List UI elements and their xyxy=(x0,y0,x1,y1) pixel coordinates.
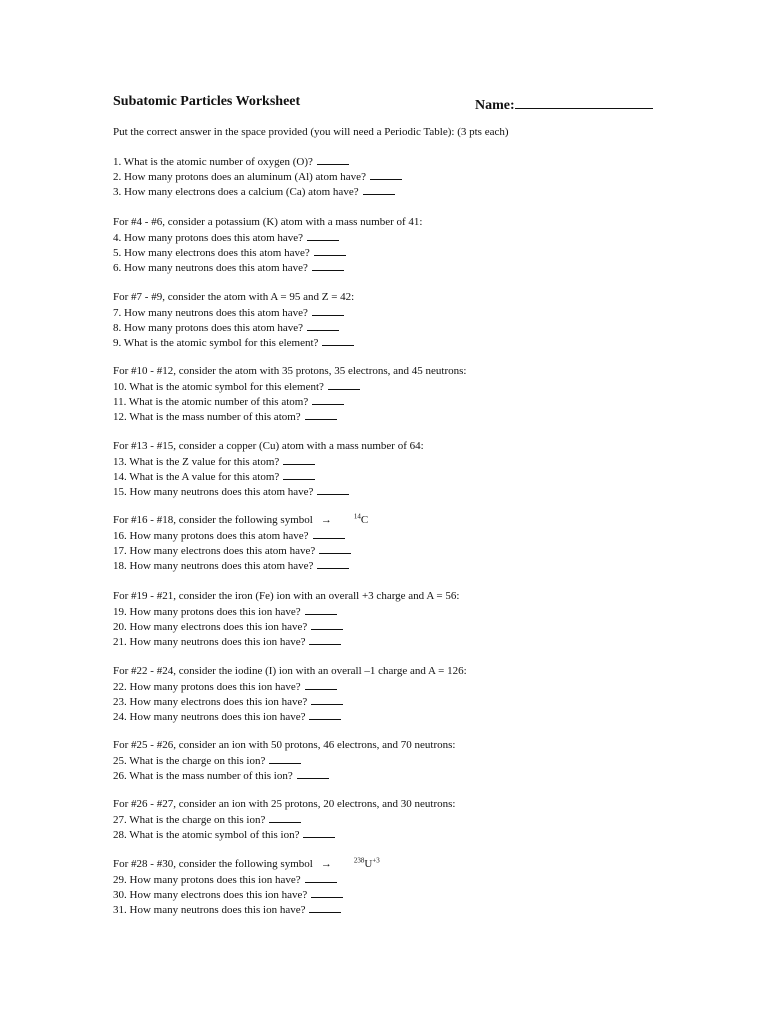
group-intro: For #16 - #18, consider the following symbol xyxy=(113,514,313,526)
arrow-icon: → xyxy=(320,514,332,526)
question-line xyxy=(113,679,673,694)
question-text: 27. What is the charge on this ion? xyxy=(113,814,266,826)
question-line xyxy=(113,154,673,169)
name-blank-line xyxy=(515,94,653,109)
question-text: 3. How many electrons does a calcium (Ca) atom have? xyxy=(113,186,359,198)
answer-blank xyxy=(311,619,343,630)
answer-blank xyxy=(312,260,344,271)
question-line xyxy=(113,169,673,184)
question-text: 12. What is the mass number of this atom? xyxy=(113,411,301,423)
question-group-11 xyxy=(113,857,673,917)
answer-blank xyxy=(312,305,344,316)
group-intro: For #19 - #21, consider the iron (Fe) ion with an overall +3 charge and A = 56: xyxy=(113,590,460,602)
question-text: 2. How many protons does an aluminum (Al) atom have? xyxy=(113,171,366,183)
answer-blank xyxy=(317,154,349,165)
question-text: 24. How many neutrons does this ion have? xyxy=(113,711,306,723)
question-text: 7. How many neutrons does this atom have? xyxy=(113,307,308,319)
question-line xyxy=(113,694,673,709)
question-line xyxy=(113,768,673,783)
question-line xyxy=(113,827,673,842)
question-group-4 xyxy=(113,364,673,424)
answer-blank xyxy=(313,528,345,539)
question-text: 17. How many electrons does this atom have? xyxy=(113,545,316,557)
question-text: 16. How many protons does this atom have? xyxy=(113,530,309,542)
question-line xyxy=(113,528,673,543)
group-intro-line xyxy=(113,857,673,872)
question-group-5 xyxy=(113,439,673,499)
answer-blank xyxy=(283,469,315,480)
question-line xyxy=(113,469,673,484)
answer-blank xyxy=(297,768,329,779)
group-intro: For #13 - #15, consider a copper (Cu) atom with a mass number of 64: xyxy=(113,440,424,452)
question-line xyxy=(113,379,673,394)
element-symbol: U xyxy=(364,858,373,870)
answer-blank xyxy=(303,827,335,838)
question-text: 4. How many protons does this atom have? xyxy=(113,232,304,244)
element-symbol: C xyxy=(360,514,369,526)
question-group-2 xyxy=(113,215,673,275)
arrow-icon: → xyxy=(320,858,332,870)
name-label: Name: xyxy=(475,98,515,113)
answer-blank xyxy=(283,454,315,465)
question-text: 22. How many protons does this ion have? xyxy=(113,681,301,693)
question-group-7 xyxy=(113,589,673,649)
group-intro: For #25 - #26, consider an ion with 50 protons, 46 electrons, and 70 neutrons: xyxy=(113,739,456,751)
group-intro: For #7 - #9, consider the atom with A = 95 and Z = 42: xyxy=(113,291,355,303)
question-line xyxy=(113,409,673,424)
question-text: 1. What is the atomic number of oxygen (O)? xyxy=(113,156,313,168)
question-line xyxy=(113,812,673,827)
question-line xyxy=(113,394,673,409)
nuclide-symbol xyxy=(354,514,368,526)
question-text: 19. How many protons does this ion have? xyxy=(113,606,301,618)
group-intro: For #4 - #6, consider a potassium (K) atom with a mass number of 41: xyxy=(113,216,423,228)
question-line xyxy=(113,260,673,275)
question-text: 8. How many protons does this atom have? xyxy=(113,322,304,334)
question-text: 30. How many electrons does this ion have? xyxy=(113,889,308,901)
answer-blank xyxy=(305,679,337,690)
question-line xyxy=(113,230,673,245)
answer-blank xyxy=(314,245,346,256)
question-text: 28. What is the atomic symbol of this ion? xyxy=(113,829,300,841)
question-line xyxy=(113,454,673,469)
answer-blank xyxy=(309,634,341,645)
answer-blank xyxy=(363,184,395,195)
answer-blank xyxy=(322,335,354,346)
question-text: 20. How many electrons does this ion have? xyxy=(113,621,308,633)
question-text: 14. What is the A value for this atom? xyxy=(113,471,280,483)
question-line xyxy=(113,887,673,902)
question-text: 9. What is the atomic symbol for this element? xyxy=(113,337,319,349)
answer-blank xyxy=(269,753,301,764)
question-group-6 xyxy=(113,513,673,573)
question-line xyxy=(113,902,673,917)
question-line xyxy=(113,604,673,619)
mass-number: 14 xyxy=(353,512,361,521)
question-text: 6. How many neutrons does this atom have? xyxy=(113,262,308,274)
question-line xyxy=(113,484,673,499)
answer-blank xyxy=(307,230,339,241)
question-line xyxy=(113,245,673,260)
worksheet-header xyxy=(113,94,673,114)
group-intro: For #22 - #24, consider the iodine (I) ion with an overall –1 charge and A = 126: xyxy=(113,665,467,677)
answer-blank xyxy=(328,379,360,390)
question-text: 31. How many neutrons does this ion have? xyxy=(113,904,306,916)
instructions: Put the correct answer in the space provided (you will need a Periodic Table): (3 pts each) xyxy=(113,126,509,138)
question-text: 18. How many neutrons does this atom have? xyxy=(113,560,314,572)
answer-blank xyxy=(309,709,341,720)
question-group-10 xyxy=(113,797,673,842)
question-line xyxy=(113,634,673,649)
answer-blank xyxy=(305,409,337,420)
nuclide-symbol xyxy=(354,858,380,870)
worksheet-title: Subatomic Particles Worksheet xyxy=(113,94,301,109)
question-text: 29. How many protons does this ion have? xyxy=(113,874,301,886)
question-text: 10. What is the atomic symbol for this element? xyxy=(113,381,324,393)
answer-blank xyxy=(305,872,337,883)
question-text: 11. What is the atomic number of this atom? xyxy=(113,396,309,408)
name-field xyxy=(475,94,653,114)
question-line xyxy=(113,558,673,573)
question-line xyxy=(113,335,673,350)
answer-blank xyxy=(311,887,343,898)
answer-blank xyxy=(319,543,351,554)
question-group-1 xyxy=(113,154,673,199)
question-line xyxy=(113,305,673,320)
group-intro: For #26 - #27, consider an ion with 25 protons, 20 electrons, and 30 neutrons: xyxy=(113,798,456,810)
answer-blank xyxy=(312,394,344,405)
question-text: 25. What is the charge on this ion? xyxy=(113,755,266,767)
group-intro: For #28 - #30, consider the following symbol xyxy=(113,858,313,870)
question-text: 13. What is the Z value for this atom? xyxy=(113,456,280,468)
answer-blank xyxy=(305,604,337,615)
question-group-8 xyxy=(113,664,673,724)
question-line xyxy=(113,320,673,335)
answer-blank xyxy=(307,320,339,331)
answer-blank xyxy=(269,812,301,823)
question-group-9 xyxy=(113,738,673,783)
answer-blank xyxy=(370,169,402,180)
question-line xyxy=(113,184,673,199)
question-line xyxy=(113,709,673,724)
question-text: 15. How many neutrons does this atom have? xyxy=(113,486,314,498)
group-intro-line xyxy=(113,513,673,528)
mass-number: 238 xyxy=(353,856,365,865)
question-line xyxy=(113,619,673,634)
question-text: 26. What is the mass number of this ion? xyxy=(113,770,293,782)
answer-blank xyxy=(311,694,343,705)
answer-blank xyxy=(317,484,349,495)
answer-blank xyxy=(309,902,341,913)
question-text: 5. How many electrons does this atom have? xyxy=(113,247,310,259)
question-group-3 xyxy=(113,290,673,350)
question-text: 23. How many electrons does this ion have? xyxy=(113,696,308,708)
answer-blank xyxy=(317,558,349,569)
question-line xyxy=(113,543,673,558)
question-line xyxy=(113,872,673,887)
ion-charge: +3 xyxy=(372,856,380,865)
question-text: 21. How many neutrons does this ion have? xyxy=(113,636,306,648)
question-line xyxy=(113,753,673,768)
group-intro: For #10 - #12, consider the atom with 35 protons, 35 electrons, and 45 neutrons: xyxy=(113,365,467,377)
